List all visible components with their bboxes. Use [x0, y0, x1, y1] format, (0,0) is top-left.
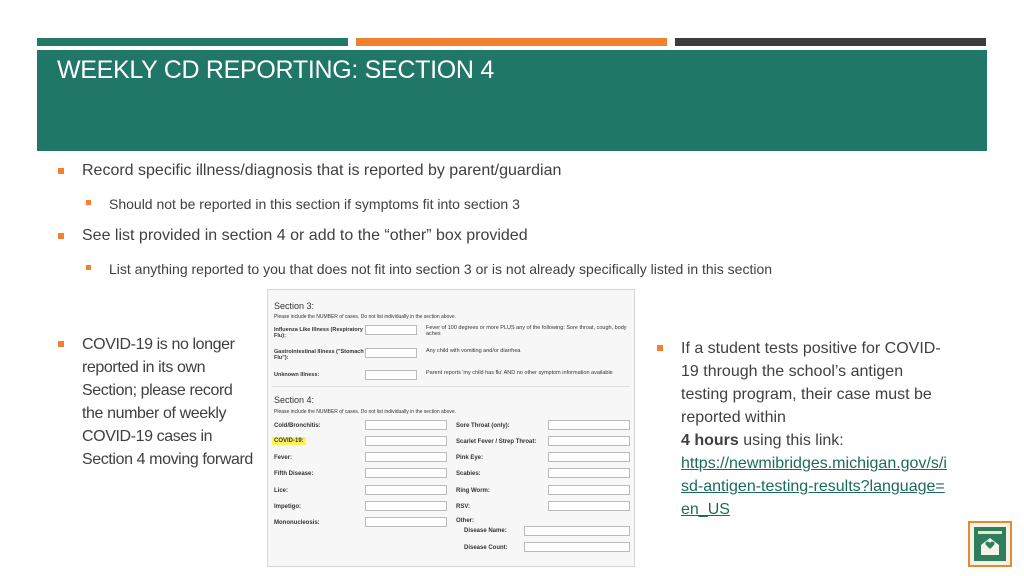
section3-desc: Any child with vomiting and/or diarrhea — [426, 348, 521, 354]
section3-desc: Fever of 100 degrees or more PLUS any of the following: Sore throat, cough, body aches — [426, 325, 627, 337]
section3-instruction: Please include the NUMBER of cases. Do not list individually in the section above. — [274, 314, 457, 320]
form-field[interactable] — [548, 436, 630, 446]
gi-count-field[interactable] — [365, 348, 417, 358]
covid-item-highlighted: COVID-19: — [274, 438, 304, 444]
slide-title: WEEKLY CD REPORTING: SECTION 4 — [57, 56, 494, 84]
section4-item: Scarlet Fever / Strep Throat: — [456, 439, 537, 445]
bullet-level2: Should not be reported in this section if symptoms fit into section 3 — [109, 196, 520, 212]
other-field-label: Disease Name: — [464, 528, 507, 534]
antigen-note-bold: 4 hours — [681, 432, 739, 449]
title-band — [37, 50, 987, 151]
disease-name-field[interactable] — [524, 526, 630, 536]
form-field[interactable] — [365, 420, 447, 430]
bullet-square-icon — [657, 345, 663, 351]
form-field[interactable] — [548, 485, 630, 495]
disease-count-field[interactable] — [524, 542, 630, 552]
form-field[interactable] — [548, 420, 630, 430]
school-logo-icon — [968, 521, 1012, 567]
other-field-label: Disease Count: — [464, 545, 508, 551]
antigen-note-suffix: using this link: — [743, 432, 844, 449]
section4-item: Impetigo: — [274, 504, 301, 510]
form-field[interactable] — [548, 452, 630, 462]
section4-item: Lice: — [274, 488, 289, 494]
antigen-note — [681, 337, 951, 521]
section3-heading: Section 3: — [274, 301, 315, 311]
section4-item: Fifth Disease: — [274, 471, 314, 477]
logo-emblem — [974, 527, 1006, 561]
bullet-level1: See list provided in section 4 or add to the “other” box provided — [82, 227, 528, 244]
bullet-square-icon — [86, 200, 91, 205]
form-field[interactable] — [365, 501, 447, 511]
bullet-square-icon — [86, 265, 91, 270]
top-accent-bar-dark — [675, 38, 986, 46]
section4-item: Fever: — [274, 455, 293, 461]
section4-item: Cold/Bronchitis: — [274, 423, 321, 429]
antigen-results-link[interactable]: https://newmibridges.michigan.gov/s/isd-antigen-testing-results?language=en_US — [681, 455, 947, 518]
bullet-square-icon — [58, 168, 64, 174]
section4-item: Other: — [456, 518, 474, 524]
section4-instruction: Please include the NUMBER of cases. Do not list individually in the section above. — [274, 409, 457, 415]
section4-item: RSV: — [456, 504, 471, 510]
bullet-level2: List anything reported to you that does not fit into section 3 or is not already specifically listed in this section — [109, 261, 773, 277]
divider — [272, 386, 630, 387]
form-field[interactable] — [548, 468, 630, 478]
form-field[interactable] — [365, 468, 447, 478]
section3-desc: Parent reports 'my child has flu' AND no other symptom information available — [426, 370, 613, 376]
section4-item: Pink Eye: — [456, 455, 484, 461]
form-field[interactable] — [548, 501, 630, 511]
form-field[interactable] — [365, 485, 447, 495]
unknown-count-field[interactable] — [365, 370, 417, 380]
bullet-square-icon — [58, 233, 64, 239]
section3-label: Unknown Illness: — [274, 372, 320, 378]
section3-label: Influenza Like Illness (Respiratory Flu): — [274, 327, 363, 339]
section4-item: Ring Worm: — [456, 488, 490, 494]
section4-item: Sore Throat (only): — [456, 423, 510, 429]
covid-count-field[interactable] — [365, 436, 447, 446]
antigen-note-prefix: If a student tests positive for COVID-19 through the school’s antigen testing program, their case must be reported within — [681, 340, 941, 426]
influenza-count-field[interactable] — [365, 325, 417, 335]
form-field[interactable] — [365, 517, 447, 527]
form-field[interactable] — [365, 452, 447, 462]
top-accent-bar-orange — [356, 38, 667, 46]
section4-item: Scabies: — [456, 471, 481, 477]
bullet-square-icon — [58, 341, 64, 347]
bullet-level1: Record specific illness/diagnosis that is reported by parent/guardian — [82, 162, 562, 179]
covid-note: COVID-19 is no longer reported in its own Section; please record the number of weekly COVID-19 cases in Section 4 moving forward — [82, 336, 253, 468]
top-accent-bar-green — [37, 38, 348, 46]
section3-label: Gastrointestinal Illness ("Stomach Flu"): — [274, 349, 364, 361]
section4-item: Mononucleosis: — [274, 520, 320, 526]
section4-heading: Section 4: — [274, 395, 315, 405]
reporting-form-screenshot — [267, 289, 635, 567]
